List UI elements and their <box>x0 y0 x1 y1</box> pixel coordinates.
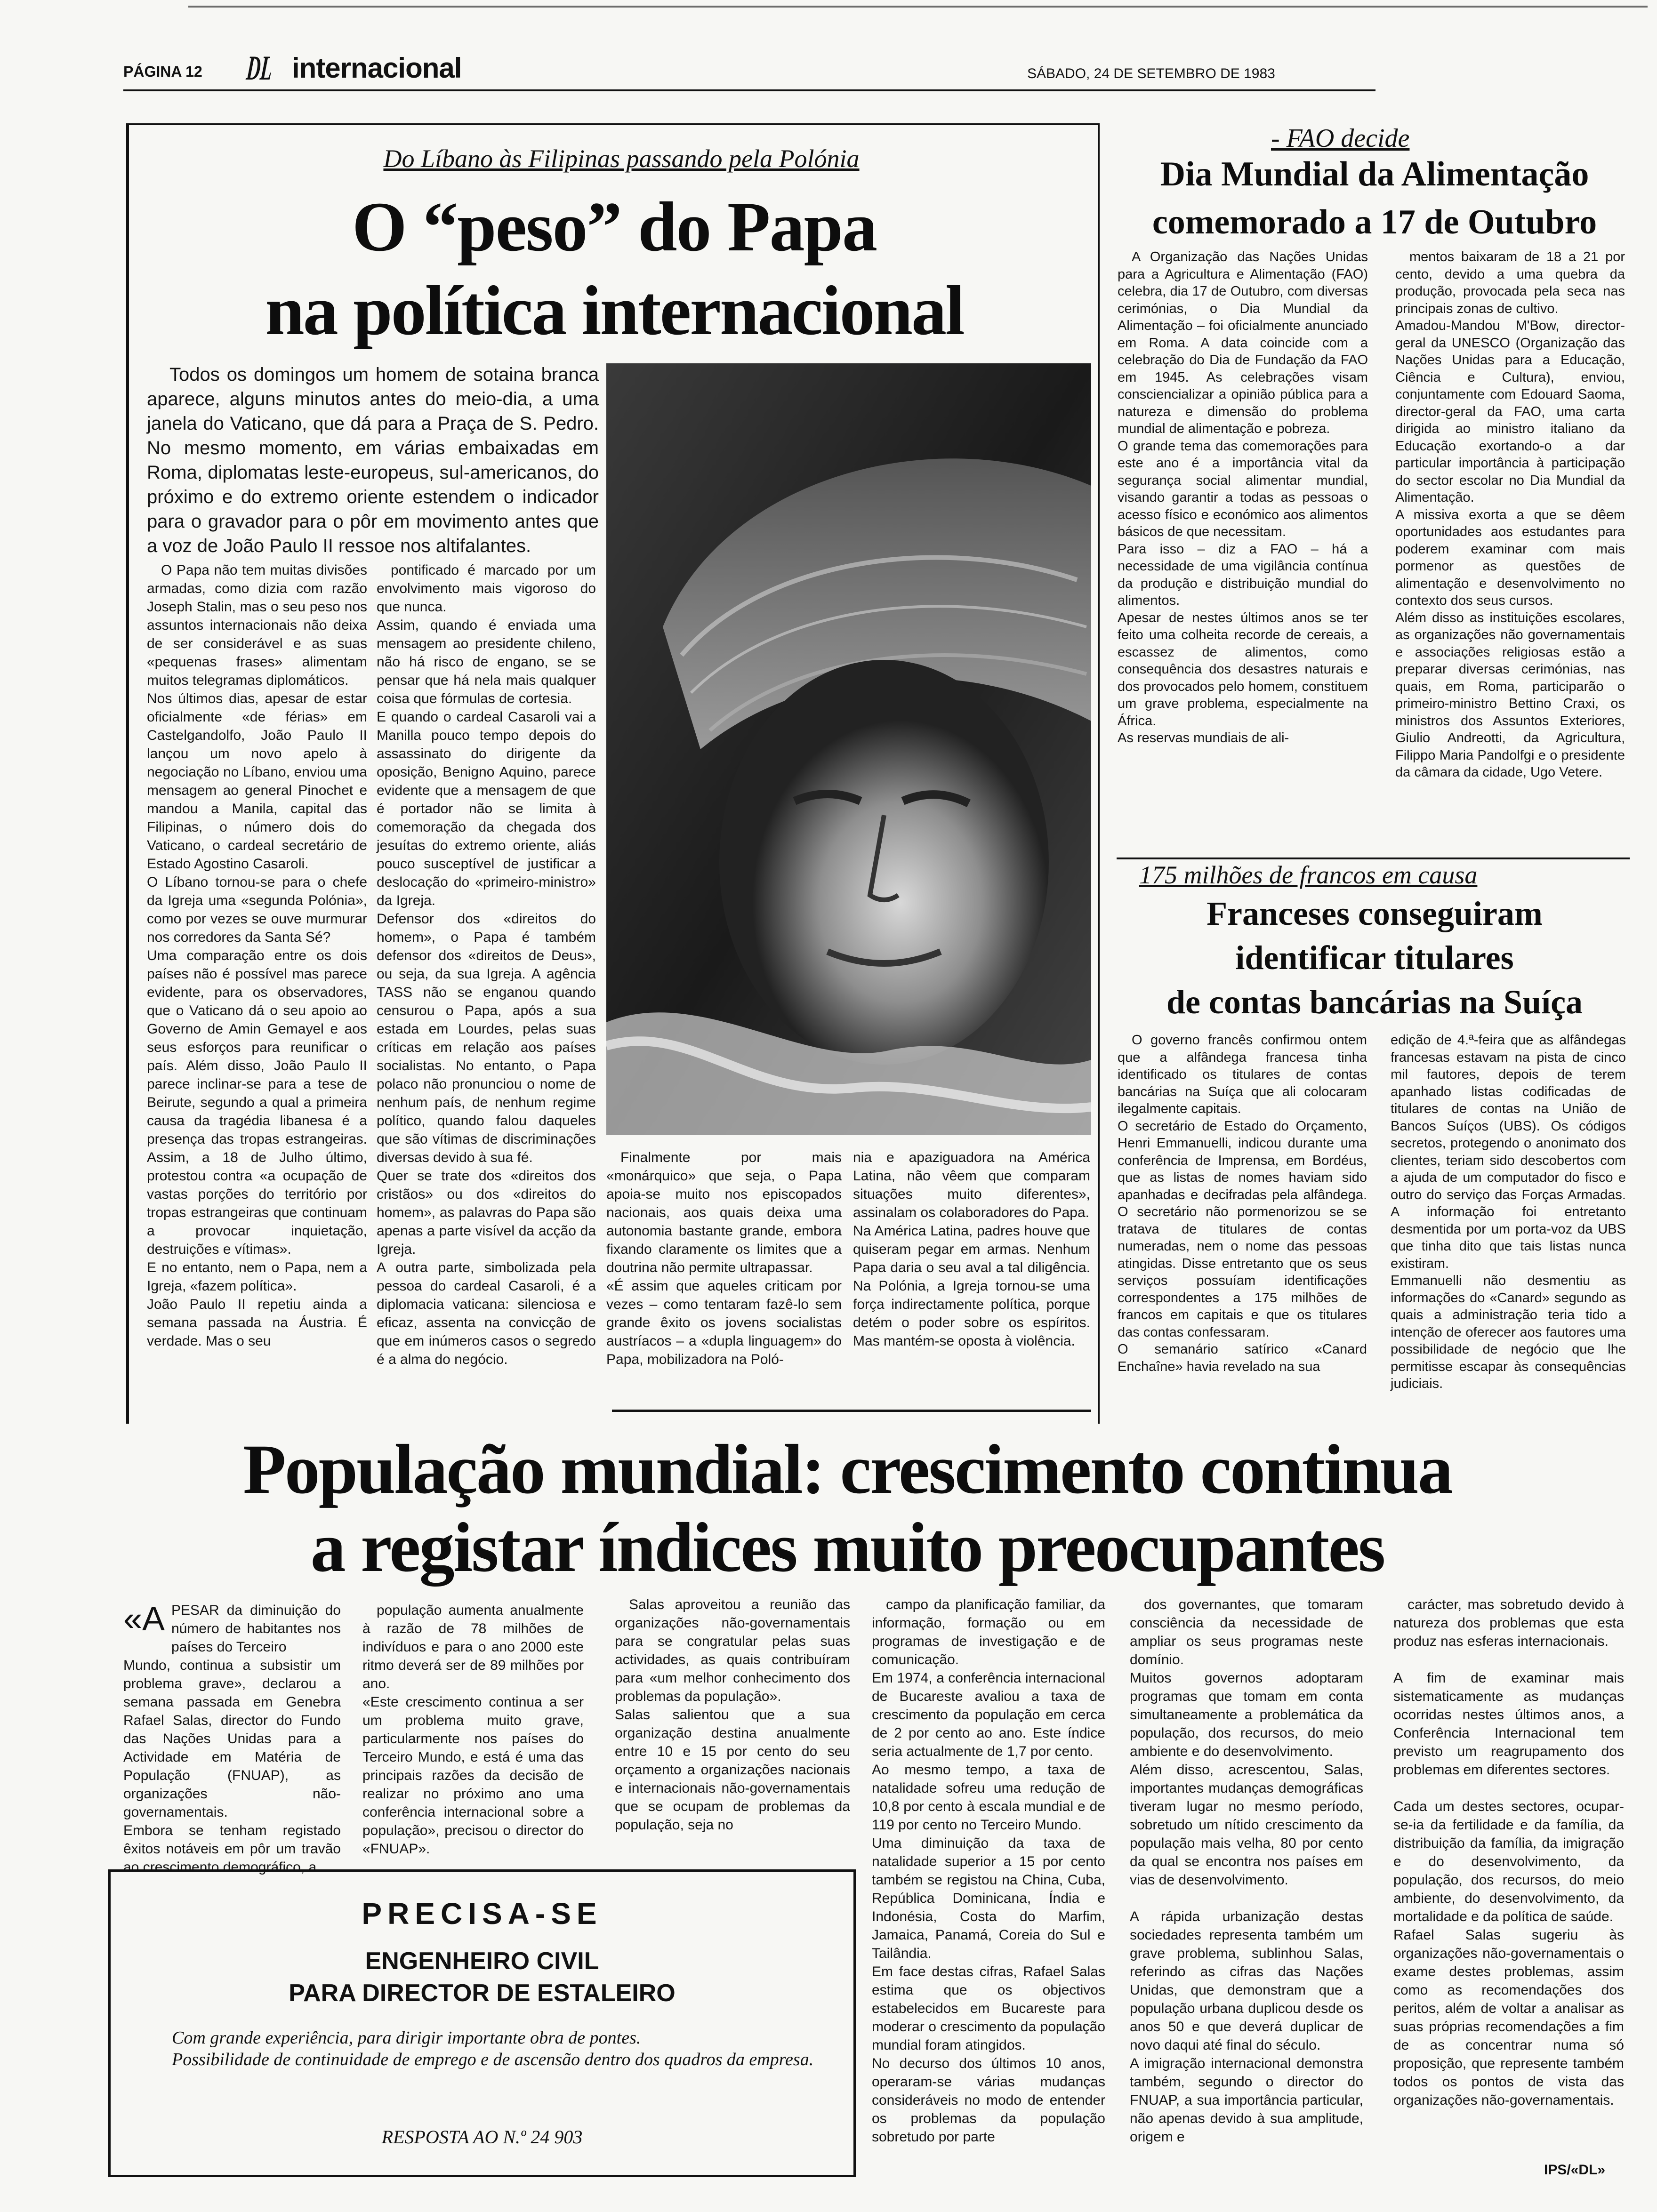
section-title: internacional <box>292 52 462 84</box>
suica-column-2: edição de 4.ª-feira que as alfândegas francesas estavam na pista de cinco mil fautores, depois de terem apanhado listas codificadas de titulares de contas na União de Bancos Suíços (UBS). Os códigos secretos, protegendo o anonimato dos clientes, teriam sido descobertos com a ajuda de um computador do fisco e outro do serviço das Forças Armadas. A informação foi entretanto desmentida por um porta-voz da UBS que tinha dito que tais listas nunca existiram. Emmanuelli não desmentiu as informações do «Canard» segundo as quais a administração teria tido a intenção de oferecer aos fautores uma possibilidade de negócio que lhe permitisse escapar às consequências judiciais. <box>1391 1033 1626 1391</box>
papa-bottom-rule <box>612 1410 1091 1412</box>
populacao-column-5: dos governantes, que tomaram consciência da necessidade de ampliar os seus programas neste domínio. Muitos governos adoptaram programas que tomam em conta simultaneamente a problemática da população, dos recursos, do meio ambiente e do desenvolvimento. Além disso, acrescentou, Salas, importantes mudanças demográficas tiveram lugar no mesmo período, sobretudo um nítido crescimento da população mais velha, 80 por cento da qual se encontra nos países em vias de desenvolvimento. A rápida urbanização destas sociedades representa também um grave problema, sublinhou Salas, referindo as cifras das Nações Unidas, que demonstram que a população urbana duplicou desde os anos 50 e que deverá duplicar de novo daqui até final do século. A imigração internacional demonstra também, segundo o director do FNUAP, a sua importância particular, não apenas devido à sua amplitude, origem e <box>1130 1597 1363 2145</box>
fao-kicker: - FAO decide <box>1271 124 1410 153</box>
classified-ad-box <box>108 1869 856 2177</box>
fao-column-2: mentos baixaram de 18 a 21 por cento, devido a uma quebra da produção, provocada pela seca nas principais zonas de cultivo. Amadou-Mandou M'Bow, director-geral da UNESCO (Organização das Nações Unidas para a Educação, Ciência e Cultura), enviou, conjuntamente com Edouard Saoma, director-geral da FAO, uma carta dirigida ao ministro italiano da Educação exortando-o a dar particular importância à participação do sector escolar no Dia Mundial da Alimentação. A missiva exorta a que se dêem oportunidades aos estudantes para poderem examinar com mais pormenor as questões de alimentação e desenvolvimento no contexto dos seus cursos. Além disso as instituições escolares, as organizações não governamentais e associações religiosas estão a preparar diversas cerimónias, nas quais, em Roma, participarão o primeiro-ministro Bettino Craxi, os ministros dos Assuntos Exteriores, Giulio Andreotti, da Agricultura, Filippo Maria Pandolfgi e o presidente da câmara da cidade, Ugo Vetere. <box>1395 249 1625 780</box>
papa-kicker: Do Líbano às Filipinas passando pela Polónia <box>383 144 860 173</box>
ad-heading: PRECISA-SE <box>362 1897 603 1931</box>
fao-suica-divider <box>1117 858 1630 859</box>
populacao-column-4: campo da planificação familiar, da informação, formação ou em programas de investigação e de comunicação. Em 1974, a conferência internacional de Bucareste avaliou a taxa de crescimento da população em cerca de 2 por cento ao ano. Este índice seria actualmente de 1,7 por cento. Ao mesmo tempo, a taxa de natalidade sofreu uma redução de 10,8 por cento à escala mundial e de 119 por cento no Terceiro Mundo. Uma diminuição da taxa de natalidade superior a 15 por cento também se registou na China, Cuba, República Dominicana, Índia e Indonésia, Costa do Marfim, Jamaica, Panamá, Coreia do Sul e Tailândia. Em face destas cifras, Rafael Salas estima que os objectivos estabelecidos em Bucareste para moderar o crescimento da população mundial foram atingidos. No decurso dos últimos 10 anos, operaram-se várias mudanças consideráveis no modo de entender os problemas da população sobretudo por parte <box>872 1597 1105 2145</box>
suica-kicker: 175 milhões de francos em causa <box>1139 861 1478 889</box>
papa-lead-paragraph: Todos os domingos um homem de sotaina branca aparece, alguns minutos antes do meio-dia, a uma janela do Vaticano, que dá para a Praça de S. Pedro. No mesmo momento, em várias embaixadas em Roma, diplomatas leste-europeus, sul-americanos, do próximo e do extremo oriente estendem o indicador para o gravador para o pôr em movimento antes que a voz de João Paulo II ressoe nos altifalantes. <box>147 364 599 556</box>
ad-role-line1: ENGENHEIRO CIVIL <box>365 1948 599 1975</box>
newspaper-logo <box>232 49 287 88</box>
ad-description-line2: Possibilidade de continuidade de emprego e de ascensão dentro dos quadros da empresa. <box>172 2050 814 2069</box>
dropcap-letter: A <box>142 1600 165 1638</box>
suica-column-1: O governo francês confirmou ontem que a alfândega francesa tinha identificado os titulares de contas bancárias na Suíça que ali colocaram ilegalmente capitais. O secretário de Estado do Orçamento, Henri Emmanuelli, indicou durante uma conferência de Imprensa, em Bordéus, que as listas de nomes haviam sido apanhadas e decifradas pela alfândega. O secretário não pormenorizou se se tratava de titulares de contas numeradas, nem o nome das pessoas atingidas. Disse entretanto que os seus serviços possuíam identificações correspondentes a 175 milhões de francos em capitais e que os titulares das contas confessaram. O semanário satírico «Canard Enchaîne» havia revelado na sua <box>1118 1033 1367 1374</box>
papa-column-4: nia e apaziguadora na América Latina, não vêem que comparam situações muito diferentes», assinalam os colaboradores do Papa. Na América Latina, padres houve que quiseram pegar em armas. Nenhum Papa daria o seu aval a tal diligência. Na Polónia, a Igreja tornou-se uma força indirectamente política, porque detém o poder sobre os espíritos. Mas mantém-se oposta à violência. <box>853 1150 1090 1349</box>
suica-headline-line3: de contas bancárias na Suíça <box>1166 983 1583 1021</box>
suica-headline-line1: Franceses conseguiram <box>1207 895 1543 932</box>
fao-headline-line2: comemorado a 17 de Outubro <box>1152 203 1597 241</box>
top-border-line <box>188 6 1648 8</box>
suica-headline-line2: identificar titulares <box>1235 939 1514 977</box>
populacao-column-3: Salas aproveitou a reunião das organizações não-governamentais para se congratular pelas suas actividades, as quais contribuíram para «um melhor conhecimento dos problemas da população». Salas salientou que a sua organização destina anualmente entre 10 e 15 por cento do seu orçamento a organizações nacionais e internacionais não-governamentais que se ocupam de problemas da população, seja no <box>615 1597 850 1833</box>
logo-letters: DL <box>244 49 274 88</box>
papa-headline-line2: na política internacional <box>265 272 964 350</box>
populacao-credit: IPS/«DL» <box>1544 2162 1606 2178</box>
fao-column-1: A Organização das Nações Unidas para a Agricultura e Alimentação (FAO) celebra, dia 17 de Outubro, com diversas cerimónias, o Dia Mundial da Alimentação – foi oficialmente anunciado em Roma. A data coincide com a celebração do Dia de Fundação da FAO em 1945. As celebrações visam consciencializar a opinião pública para a natureza e dimensão do problema mundial de alimentação e pobreza. O grande tema das comemorações para este ano é a importância vital da segurança social alimentar mundial, visando garantir a todas as pessoas o acesso físico e económico aos alimentos básicos de que necessitam. Para isso – diz a FAO – há a necessidade de uma vigilância contínua da produção e distribuição mundial do alimentos. Apesar de nestes últimos anos se ter feito uma colheita recorde de cereais, a escassez de alimentos, como consequência dos desastres naturais e dos provocados pelo homem, constituem um grave problema, especialmente na África. As reservas mundiais de ali- <box>1118 249 1368 745</box>
fao-headline-line1: Dia Mundial da Alimentação <box>1160 155 1589 193</box>
populacao-column-2: população aumenta anualmente à razão de 78 milhões de indivíduos e para o ano 2000 este ritmo deverá ser de 89 milhões por ano. «Este crescimento continua a ser um problema muito grave, particularmente nos países do Terceiro Mundo, e está é uma das principais razões da decisão de realizar no próximo ano uma conferência internacional sobre a população», precisou o director do «FNUAP». <box>362 1603 584 1857</box>
papa-column-3: Finalmente por mais «monárquico» que seja, o Papa apoia-se muito nos episcopados nacionais, aos quais deixa uma autonomia bastante grande, embora fixando claramente os limites que a doutrina não permite ultrapassar. «É assim que aqueles criticam por vezes – como tentaram fazê-lo sem grande êxito os jovens socialistas austríacos – a «dupla linguagem» do Papa, mobilizadora na Poló- <box>606 1150 842 1367</box>
ad-role-line2: PARA DIRECTOR DE ESTALEIRO <box>289 1980 676 2007</box>
dropcap-quote: « <box>123 1600 143 1638</box>
pope-portrait-image <box>606 363 1091 1135</box>
papa-column-1: O Papa não tem muitas divisões armadas, como dizia com razão Joseph Stalin, mas o seu peso nos assuntos internacionais não deixa de ser considerável e as suas «pequenas frases» alimentam muitos telegramas diplomáticos. Nos últimos dias, apesar de estar oficialmente «de férias» em Castelgandolfo, João Paulo II lançou um novo apelo à negociação no Líbano, enviou uma mensagem ao general Pinochet e mandou a Manila, capital das Filipinas, o número dois do Vaticano, o cardeal secretário de Estado Agostino Casaroli. O Líbano tornou-se para o chefe da Igreja uma «segunda Polónia», como por vezes se ouve murmurar nos corredores da Santa Sé? Uma comparação entre os dois países não é possível mas parece evidente, para os observadores, que o Vaticano dá o seu apoio ao Governo de Amin Gemayel e aos seus esforços para reunificar o país. Além disso, João Paulo II parece inclinar-se para a tese de Beirute, segundo a qual a primeira causa da tragédia libanesa é a presença das tropas estrangeiras. Assim, a 18 de Julho último, protestou contra «a ocupação de vastas porções do território por tropas estrangeiras que continuam a provocar inquietação, destruições e vítimas». E no entanto, nem o Papa, nem a Igreja, «fazem política». João Paulo II repetiu ainda a semana passada na Áustria. É verdade. Mas o seu <box>147 562 367 1349</box>
populacao-headline-line1: População mundial: crescimento continua <box>243 1430 1452 1508</box>
page-number: PÁGINA 12 <box>123 63 202 80</box>
populacao-column-1: Mundo, continua a subsistir um problema grave», declarou a semana passada em Genebra Rafael Salas, director do Fundo das Nações Unidas para a Actividade em Matéria de População (FNUAP), as organizações não-governamentais. Embora se tenham registado êxitos notáveis em pôr um travão ao crescimento demográfico, a <box>123 1658 341 1875</box>
header-date: SÁBADO, 24 DE SETEMBRO DE 1983 <box>1027 66 1275 81</box>
ad-reply-number: RESPOSTA AO N.º 24 903 <box>381 2126 583 2148</box>
ad-description-line1: Com grande experiência, para dirigir importante obra de pontes. <box>172 2028 641 2048</box>
papa-column-2: pontificado é marcado por um envolvimento mais vigoroso do que nunca. Assim, quando é enviada uma mensagem ao presidente chileno, não há risco de engano, se se pensar que há nela mais qualquer coisa que fórmulas de cortesia. E quando o cardeal Casaroli vai a Manilla pouco tempo depois do assassinato do dirigente da oposição, Benigno Aquino, parece evidente que a mensagem de que é portador não se limita à comemoração da chegada dos jesuítas do extremo oriente, aliás pouco susceptível de justificar a deslocação do «primeiro-ministro» da Igreja. Defensor dos «direitos do homem», o Papa é também defensor dos «direitos de Deus», ou seja, da sua Igreja. A agência TASS não se enganou quando censurou o Papa, após a sua estada em Lourdes, pelas suas críticas em relação aos países socialistas. No entanto, o Papa polaco não pronunciou o nome de nenhum país, de nenhum regime político, quando falou daqueles que são vítimas de discriminações diversas devido à sua fé. Quer se trate dos «direitos dos cristãos» ou dos «direitos do homem», as palavras do Papa são apenas a parte visível da acção da Igreja. A outra parte, simbolizada pela pessoa do cardeal Casaroli, é a diplomacia vaticana: silenciosa e eficaz, assenta na convicção de que em inúmeros casos o segredo é a alma do negócio. <box>377 562 596 1367</box>
populacao-column-1-first: PESAR da diminuição do número de habitantes nos países do Terceiro <box>171 1603 341 1655</box>
header-rule <box>123 89 1375 91</box>
populacao-column-6: carácter, mas sobretudo devido à natureza dos problemas que esta produz nas esferas internacionais. A fim de examinar mais sistematicamente as mudanças ocorridas nestes últimos anos, a Conferência Internacional tem previsto um reagrupamento dos problemas em diferentes sectores. Cada um destes sectores, ocupar-se-ia da fertilidade e da família, da distribuição da família, da imigração e do desenvolvimento, da população, dos recursos, do meio ambiente, do desenvolvimento, da mortalidade e da política de saúde. Rafael Salas sugeriu às organizações não-governamentais o exame destes problemas, assim como as recomendações dos peritos, além de voltar a analisar as suas próprias recomendações a fim de as concentrar numa só proposição, que represente também todos os pontos de vista das organizações não-governamentais. <box>1393 1597 1624 2108</box>
populacao-headline-line2: a registar índices muito preocupantes <box>310 1508 1384 1587</box>
pope-photo <box>606 363 1091 1135</box>
papa-headline-line1: O “peso” do Papa <box>352 188 877 266</box>
